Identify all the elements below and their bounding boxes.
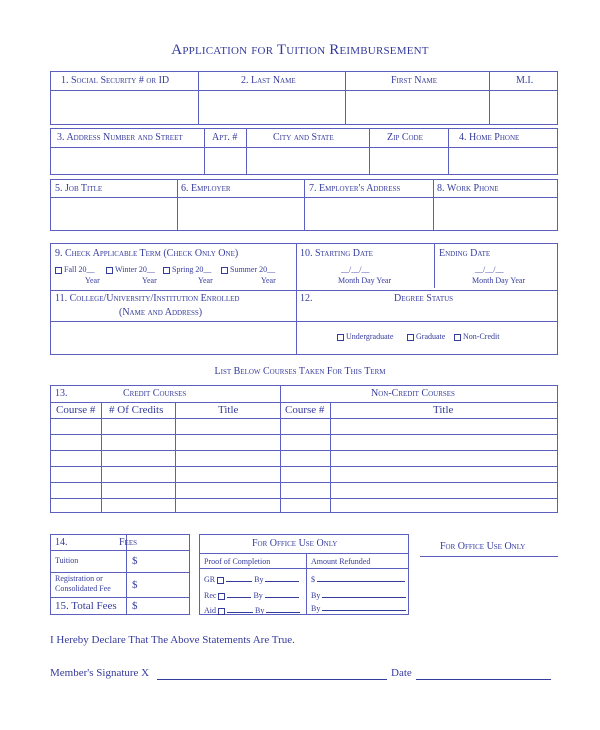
courses-entry-rows[interactable] (52, 419, 557, 512)
title-header: Title (218, 404, 239, 416)
address-label: 3. Address Number and Street (57, 132, 183, 143)
credit-courses-header: Credit Courses (123, 388, 187, 399)
refund-dollar-label: $ (311, 575, 315, 584)
apt-field[interactable] (205, 148, 245, 174)
graduate-label: Graduate (416, 332, 446, 341)
ending-date-field[interactable]: __/__/__ (475, 265, 504, 274)
job-title-field[interactable] (52, 198, 176, 230)
declaration-text: I Hereby Declare That The Above Statements Are True. (50, 634, 295, 646)
term-label: 9. Check Applicable Term (Check Only One) (55, 248, 239, 259)
degree-status-label: Degree Status (394, 293, 454, 304)
gr-row (204, 572, 299, 584)
side-office-use-line (420, 556, 558, 557)
non-credit-title-header: Title (433, 404, 454, 416)
spring-label: Spring 20__ (172, 265, 212, 274)
aid-field[interactable] (227, 603, 253, 613)
amount-refunded-label: Amount Refunded (311, 557, 371, 566)
non-credit-course-number-header: Course # (285, 404, 325, 416)
signature-line[interactable] (157, 679, 387, 680)
non-credit-label: Non-Credit (463, 332, 500, 341)
proof-of-completion-label: Proof of Completion (204, 557, 271, 566)
aid-checkbox[interactable] (218, 608, 225, 615)
winter-option[interactable] (106, 265, 155, 274)
name-section (50, 71, 558, 125)
refund-amount-field[interactable] (317, 572, 405, 582)
apt-label: Apt. # (212, 132, 238, 143)
college-label: 11. College/University/Institution Enrolled (55, 293, 240, 304)
graduate-checkbox[interactable] (407, 334, 414, 341)
refund-by-field-1[interactable] (322, 588, 406, 598)
total-fees-label: 15. Total Fees (55, 600, 117, 612)
home-phone-label: 4. Home Phone (459, 132, 520, 143)
college-field[interactable] (52, 322, 295, 354)
ssn-label: 1. Social Security # or ID (61, 75, 170, 86)
starting-date-label: 10. Starting Date (300, 248, 373, 259)
undergraduate-checkbox[interactable] (337, 334, 344, 341)
fall-checkbox[interactable] (55, 267, 62, 274)
non-credit-courses-header: Non-Credit Courses (371, 388, 455, 399)
undergraduate-option[interactable] (337, 332, 393, 341)
first-name-label: First Name (391, 75, 438, 86)
employer-address-label: 7. Employer's Address (309, 183, 401, 194)
mi-label: M.I. (516, 75, 534, 86)
summer-checkbox[interactable] (221, 267, 228, 274)
refund-by-label-1: By (311, 591, 321, 600)
gr-by-label: By (254, 575, 264, 584)
gr-checkbox[interactable] (217, 577, 224, 584)
fees-header: Fees (119, 537, 138, 548)
fall-year-label: Year (85, 276, 100, 285)
home-phone-field[interactable] (449, 148, 557, 174)
address-field[interactable] (52, 148, 203, 174)
name-address-label: (Name and Address) (119, 307, 203, 318)
gr-field[interactable] (226, 572, 252, 582)
office-use-header: For Office Use Only (252, 538, 338, 549)
aid-by-label: By (255, 606, 265, 615)
page-title: Application for Tuition Reimbursement (171, 42, 429, 58)
spring-checkbox[interactable] (163, 267, 170, 274)
job-title-label: 5. Job Title (55, 183, 103, 194)
fall-label: Fall 20__ (64, 265, 95, 274)
date-line[interactable] (416, 679, 551, 680)
graduate-option[interactable] (407, 332, 445, 341)
side-office-use-label: For Office Use Only (440, 541, 526, 552)
course-number-header: Course # (56, 404, 96, 416)
term-section (50, 243, 558, 355)
refund-by-row-1 (311, 588, 406, 600)
spring-option[interactable] (163, 265, 211, 274)
employer-field[interactable] (178, 198, 303, 230)
rec-row (204, 588, 299, 600)
rec-field[interactable] (227, 588, 251, 598)
work-phone-label: 8. Work Phone (437, 183, 499, 194)
tuition-amount-field[interactable]: $ (132, 555, 138, 567)
summer-label: Summer 20__ (230, 265, 276, 274)
rec-checkbox[interactable] (218, 593, 225, 600)
zip-field[interactable] (370, 148, 447, 174)
registration-label: Registration or (55, 574, 103, 583)
work-phone-field[interactable] (434, 198, 557, 230)
fees-box (50, 534, 190, 615)
summer-option[interactable] (221, 265, 275, 274)
ending-date-label: Ending Date (439, 248, 491, 259)
item-14-label: 14. (55, 537, 68, 548)
mi-field[interactable] (490, 91, 557, 124)
total-fees-field[interactable]: $ (132, 600, 138, 612)
consolidated-fee-label: Consolidated Fee (55, 584, 111, 593)
fall-option[interactable] (55, 265, 94, 274)
ssn-field[interactable] (52, 91, 197, 124)
starting-date-field[interactable]: __/__/__ (341, 265, 370, 274)
refund-by-label-2: By (311, 604, 321, 613)
non-credit-option[interactable] (454, 332, 499, 341)
address-section (50, 128, 558, 175)
refund-by-row-2 (311, 601, 406, 613)
last-name-label: 2. Last Name (241, 75, 296, 86)
refund-dollar-row (311, 572, 405, 584)
gr-by-field[interactable] (265, 572, 299, 582)
office-use-box (199, 534, 409, 615)
winter-label: Winter 20__ (115, 265, 155, 274)
employment-section (50, 179, 558, 231)
city-label: City and State (273, 132, 334, 143)
starting-date-format: Month Day Year (338, 276, 392, 285)
city-field[interactable] (247, 148, 368, 174)
registration-amount-field[interactable]: $ (132, 579, 138, 591)
courses-heading: List Below Courses Taken For This Term (214, 366, 386, 377)
rec-label: Rec (204, 591, 217, 600)
courses-table (50, 385, 558, 513)
rec-by-field[interactable] (265, 588, 299, 598)
credits-header: # Of Credits (109, 404, 164, 416)
undergraduate-label: Undergraduate (346, 332, 394, 341)
signature-label: Member's Signature X (50, 667, 150, 679)
aid-row (204, 603, 300, 615)
tuition-label: Tuition (55, 556, 79, 565)
aid-by-field[interactable] (266, 603, 300, 613)
first-name-field[interactable] (346, 91, 488, 124)
zip-label: Zip Code (387, 132, 423, 143)
non-credit-checkbox[interactable] (454, 334, 461, 341)
refund-by-field-2[interactable] (322, 601, 406, 611)
gr-label: GR (204, 575, 216, 584)
last-name-field[interactable] (199, 91, 344, 124)
item-12-label: 12. (300, 293, 313, 304)
winter-year-label: Year (142, 276, 157, 285)
item-13-label: 13. (55, 388, 68, 399)
winter-checkbox[interactable] (106, 267, 113, 274)
date-label: Date (391, 667, 412, 679)
employer-address-field[interactable] (305, 198, 432, 230)
aid-label: Aid (204, 606, 216, 615)
rec-by-label: By (253, 591, 263, 600)
ending-date-format: Month Day Year (472, 276, 526, 285)
spring-year-label: Year (198, 276, 213, 285)
summer-year-label: Year (261, 276, 276, 285)
employer-label: 6. Employer (181, 183, 231, 194)
